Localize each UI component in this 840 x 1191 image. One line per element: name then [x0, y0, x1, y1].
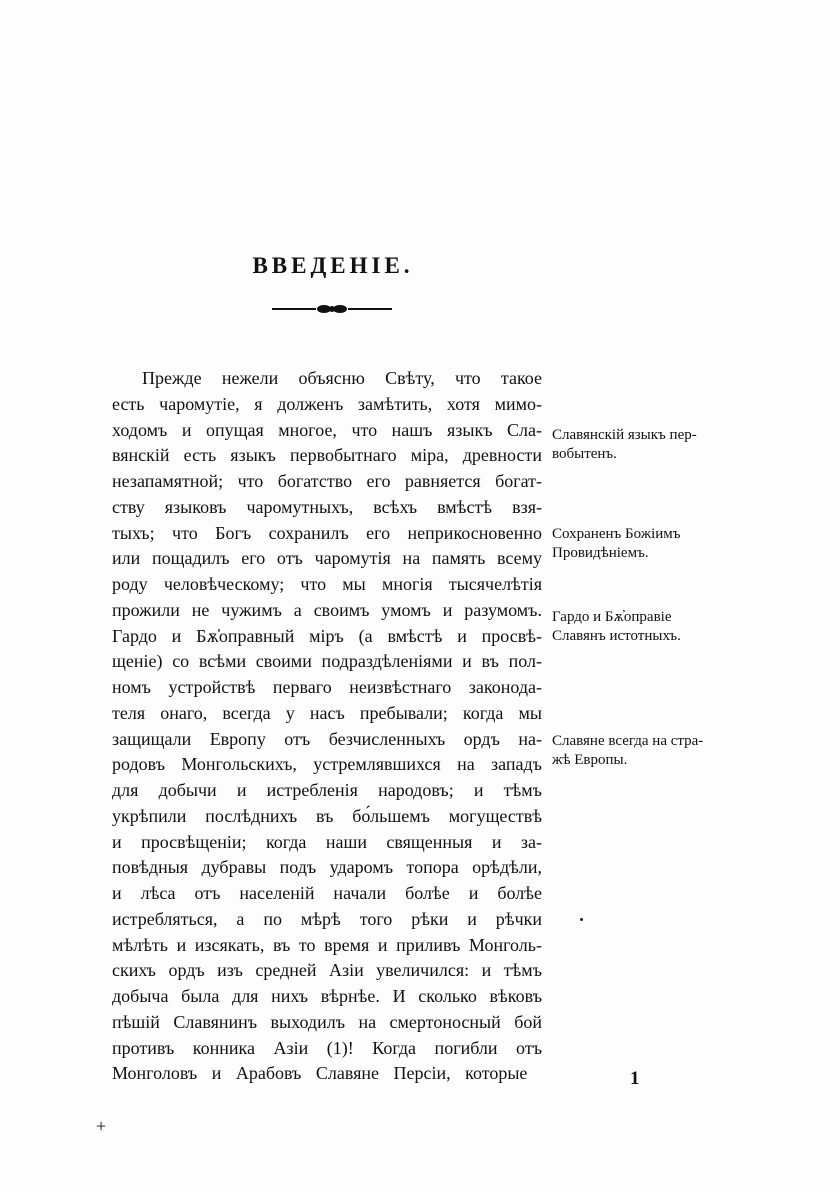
- text-line: повѣдныя дубравы подъ ударомъ топора орѣдѣли,: [112, 857, 542, 878]
- text-line: ству языковъ чаромутныхъ, всѣхъ вмѣстѣ взя-: [112, 496, 542, 517]
- main-text: [112, 366, 542, 1087]
- text-line: и просвѣщеніи; когда наши священныя и за-: [112, 831, 542, 852]
- text-line: ходомъ и опущая многое, что нашъ языкъ Сла-: [112, 419, 542, 440]
- margin-note-line: вобытенъ.: [552, 446, 617, 462]
- text-line: есть чаромутіе, я долженъ замѣтить, хотя мимо-: [112, 393, 542, 414]
- margin-note: [552, 608, 740, 646]
- text-line: для добычи и истребленія народовъ; и тѣмъ: [112, 780, 542, 800]
- margin-note: [552, 732, 740, 770]
- text-line: вянскій есть языкъ первобытнаго міра, древности: [112, 445, 542, 466]
- margin-note-line: Славянъ истотныхъ.: [552, 628, 681, 644]
- text-line: тыхъ; что Богъ сохранилъ его неприкосновенно: [112, 522, 542, 543]
- text-line: незапамятной; что богатство его равняется богат-: [112, 471, 542, 491]
- text-line: номъ устройствѣ перваго неизвѣстнаго законода-: [112, 677, 542, 697]
- ornament-divider: [272, 302, 392, 316]
- page-number: 1: [630, 1068, 640, 1089]
- chapter-heading: ВВЕДЕНІЕ.: [252, 253, 414, 278]
- text-line: щеніе) со всѣми своими подраздѣленіями и въ пол-: [112, 651, 542, 672]
- text-line: скихъ ордъ изъ средней Азіи увеличился: и тѣмъ: [112, 960, 542, 981]
- margin-note: [552, 426, 740, 464]
- text-line: Монголовъ и Арабовъ Славяне Персіи, которые: [112, 1063, 528, 1084]
- text-line: Гардо и Бѫ҆оправный міръ (а вмѣстѣ и просвѣ-: [112, 625, 542, 646]
- text-line: Прежде нежели объясню Свѣту, что такое: [142, 368, 542, 388]
- margin-note-line: Сохраненъ Божіимъ: [552, 526, 681, 542]
- text-line: или пощадилъ его отъ чаромутія на память всему: [112, 548, 542, 569]
- margin-note-line: Славяне всегда на стра-: [552, 733, 704, 749]
- margin-note-line: Славянскій языкъ пер-: [552, 427, 697, 443]
- ink-speck: [580, 918, 583, 921]
- margin-note-line: Провидѣніемъ.: [552, 545, 649, 561]
- text-line: пѣшій Славянинъ выходилъ на смертоносный бой: [112, 1011, 542, 1032]
- text-line: родовъ Монгольскихъ, устремлявшихся на западъ: [112, 754, 542, 775]
- text-line: противъ конника Азіи (1)! Когда погибли отъ: [112, 1037, 542, 1058]
- text-line: истребляться, а по мѣрѣ того рѣки и рѣчки: [112, 908, 542, 929]
- text-line: и лѣса отъ населеній начали болѣе и болѣе: [112, 883, 542, 903]
- printer-mark: +: [96, 1116, 107, 1136]
- text-line: добыча была для нихъ вѣрнѣе. И сколько вѣковъ: [112, 986, 542, 1006]
- text-line: теля онаго, всегда у насъ пребывали; когда мы: [112, 702, 542, 723]
- text-line: роду человѣческому; что мы многія тысячелѣтія: [112, 574, 542, 594]
- margin-note-line: Гардо и Бѫ҆оправіе: [552, 609, 672, 625]
- margin-note-line: жѣ Европы.: [552, 752, 628, 768]
- margin-note: [552, 525, 740, 563]
- text-line: защищали Европу отъ безчисленныхъ ордъ на-: [112, 728, 542, 749]
- text-line: прожили не чужимъ а своимъ умомъ и разумомъ.: [112, 599, 542, 620]
- text-line: укрѣпили послѣднихъ въ бо́льшемъ могуществѣ: [112, 805, 542, 826]
- text-line: мѣлѣть и изсякать, въ то время и приливъ Монголь-: [112, 934, 542, 955]
